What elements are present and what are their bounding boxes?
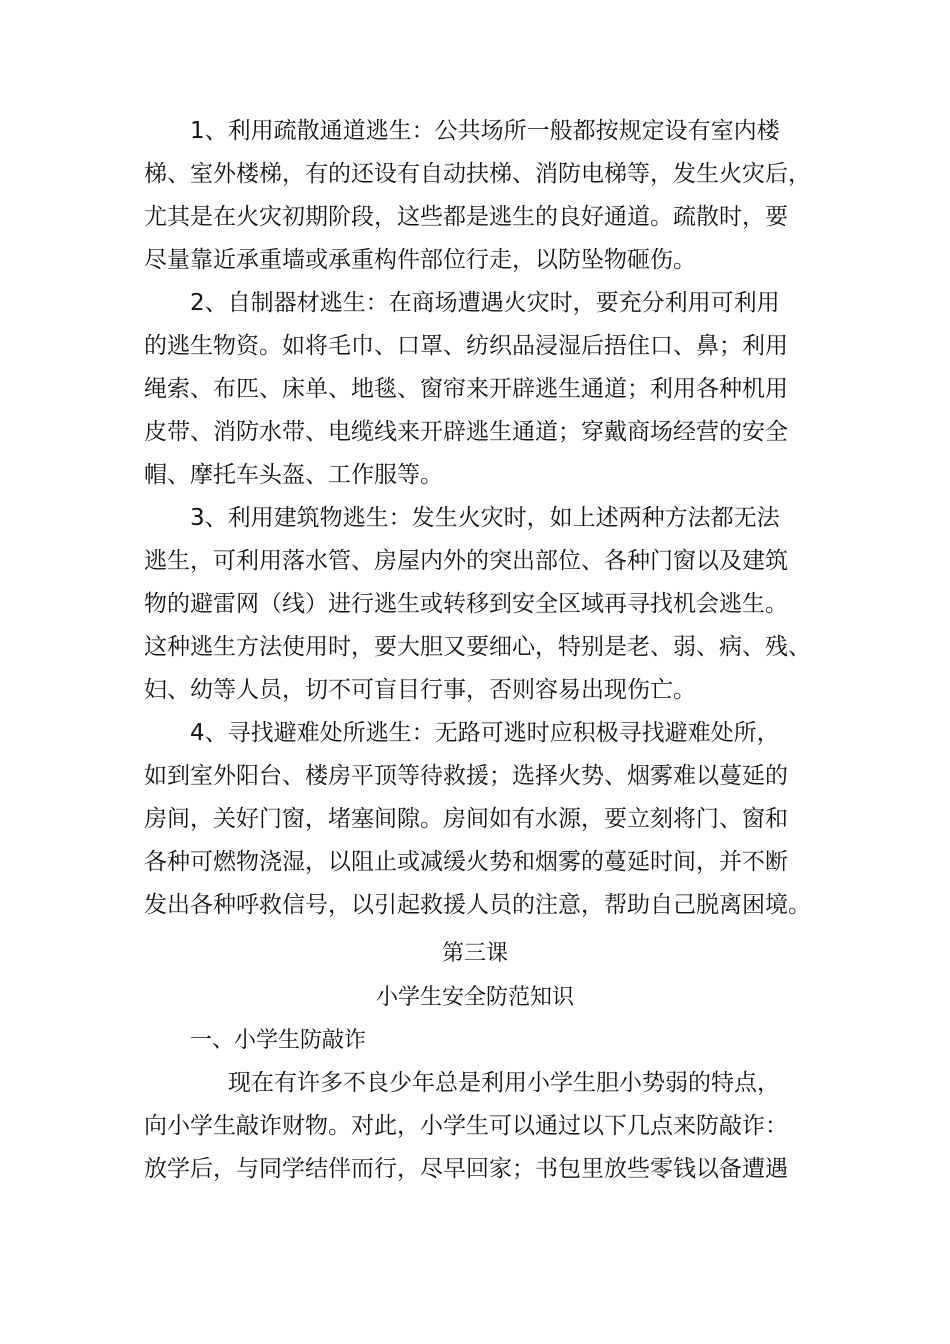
paragraph-1-line-2: 梯、室外楼梯，有的还设有自动扶梯、消防电梯等，发生火灾后， — [144, 161, 811, 187]
paragraph-3-line-4: 这种逃生方法使用时，要大胆又要细心，特别是老、弱、病、残、 — [144, 634, 811, 660]
lesson-title: 第三课 — [441, 941, 508, 966]
paragraph-3-line-1: 3、利用建筑物逃生：发生火灾时，如上述两种方法都无法 — [190, 505, 780, 531]
paragraph-3-line-3: 物的避雷网（线）进行逃生或转移到安全区域再寻找机会逃生。 — [144, 591, 788, 617]
paragraph-2-line-4: 皮带、消防水带、电缆线来开辟逃生通道；穿戴商场经营的安全 — [144, 419, 788, 445]
subsection-line-3: 放学后，与同学结伴而行，尽早回家；书包里放些零钱以备遭遇 — [144, 1156, 788, 1182]
paragraph-4-line-5: 发出各种呼救信号，以引起救援人员的注意，帮助自己脱离困境。 — [144, 892, 811, 918]
paragraph-2-line-1: 2、自制器材逃生：在商场遭遇火灾时，要充分利用可利用 — [190, 290, 780, 316]
paragraph-3-line-5: 妇、幼等人员，切不可盲目行事，否则容易出现伤亡。 — [144, 677, 696, 703]
paragraph-1-line-1: 1、利用疏散通道逃生：公共场所一般都按规定设有室内楼 — [190, 118, 780, 144]
paragraph-2-line-5: 帽、摩托车头盔、工作服等。 — [144, 462, 443, 488]
subsection-heading: 一、小学生防敲诈 — [190, 1028, 367, 1053]
paragraph-2-line-3: 绳索、布匹、床单、地毯、窗帘来开辟逃生通道；利用各种机用 — [144, 376, 788, 402]
subsection-line-2: 向小学生敲诈财物。对此，小学生可以通过以下几点来防敲诈： — [144, 1113, 788, 1139]
paragraph-4-line-1: 4、寻找避难处所逃生：无路可逃时应积极寻找避难处所， — [190, 720, 780, 746]
paragraph-1-line-4: 尽量靠近承重墙或承重构件部位行走，以防坠物砸伤。 — [144, 247, 696, 273]
paragraph-4-line-4: 各种可燃物浇湿，以阻止或减缓火势和烟雾的蔓延时间，并不断 — [144, 849, 788, 875]
paragraph-2-line-2: 的逃生物资。如将毛巾、口罩、纺织品浸湿后捂住口、鼻；利用 — [144, 333, 788, 359]
paragraph-4-line-3: 房间，关好门窗，堵塞间隙。房间如有水源，要立刻将门、窗和 — [144, 806, 788, 832]
subsection-line-1: 现在有许多不良少年总是利用小学生胆小势弱的特点， — [228, 1070, 780, 1096]
paragraph-4-line-2: 如到室外阳台、楼房平顶等待救援；选择火势、烟雾难以蔓延的 — [144, 763, 788, 789]
paragraph-1-line-3: 尤其是在火灾初期阶段，这些都是逃生的良好通道。疏散时，要 — [144, 204, 788, 230]
paragraph-3-line-2: 逃生，可利用落水管、房屋内外的突出部位、各种门窗以及建筑 — [144, 548, 788, 574]
lesson-subtitle: 小学生安全防范知识 — [375, 985, 574, 1010]
